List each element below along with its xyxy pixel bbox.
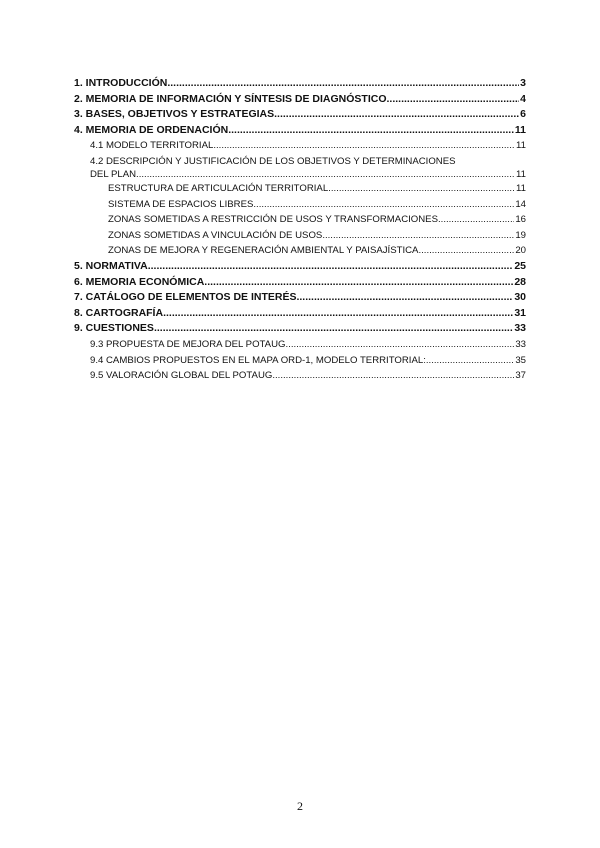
toc-entry-page: 6 xyxy=(520,108,526,121)
toc-leader xyxy=(167,76,519,92)
toc-entry-page: 4 xyxy=(520,92,526,105)
toc-entry-title: 2. MEMORIA DE INFORMACIÓN Y SÍNTESIS DE DIAGNÓSTICO xyxy=(74,92,387,105)
toc-entry-title: 9.3 PROPUESTA DE MEJORA DEL POTAUG xyxy=(90,338,286,350)
toc-entry[interactable] xyxy=(74,290,526,306)
toc-entry[interactable] xyxy=(74,107,526,123)
toc-entry-page: 3 xyxy=(520,77,526,89)
toc-entry[interactable] xyxy=(74,156,526,181)
toc-entry-page: 11 xyxy=(516,182,526,194)
toc-entry[interactable] xyxy=(74,123,526,139)
toc-leader xyxy=(228,123,514,139)
toc-entry[interactable] xyxy=(74,368,526,384)
toc-leader xyxy=(438,212,514,228)
toc-entry-page: 11 xyxy=(514,123,526,136)
toc-entry-page: 30 xyxy=(514,291,526,304)
toc-entry[interactable] xyxy=(74,197,526,213)
toc-leader xyxy=(253,197,514,213)
toc-entry-page: 25 xyxy=(514,259,526,272)
toc-entry-title: 5. NORMATIVA xyxy=(74,259,148,272)
toc-leader xyxy=(296,290,513,306)
toc-entry[interactable] xyxy=(74,243,526,259)
page-number: 2 xyxy=(297,799,303,813)
toc-entry-title: 9.4 CAMBIOS PROPUESTOS EN EL MAPA ORD-1, MODELO TERRITORIAL: xyxy=(90,354,426,366)
toc-entry[interactable] xyxy=(74,275,526,291)
toc-leader xyxy=(204,275,513,291)
toc-entry-title: ESTRUCTURA DE ARTICULACIÓN TERRITORIAL xyxy=(108,182,329,194)
toc-leader xyxy=(274,107,519,123)
toc-leader xyxy=(148,259,514,275)
toc-entry-page: 28 xyxy=(514,275,526,288)
toc-entry-page: 16 xyxy=(515,214,526,226)
toc-entry-page: 31 xyxy=(514,306,526,319)
toc-leader xyxy=(136,168,515,181)
toc-entry[interactable] xyxy=(74,337,526,353)
toc-entry[interactable] xyxy=(74,306,526,322)
toc-entry-title: 4.2 DESCRIPCIÓN Y JUSTIFICACIÓN DE LOS OBJETIVOS Y DETERMINACIONES xyxy=(90,155,456,167)
toc-leader xyxy=(154,321,513,337)
toc-entry-page: 33 xyxy=(514,322,526,335)
toc-entry-title-continued: DEL PLAN xyxy=(90,168,137,180)
toc-entry-page: 19 xyxy=(515,229,526,241)
toc-entry-title: ZONAS SOMETIDAS A VINCULACIÓN DE USOS xyxy=(108,229,323,241)
toc-entry-page: 14 xyxy=(515,198,526,210)
toc-entry-page: 11 xyxy=(516,140,526,152)
toc-leader xyxy=(322,228,514,244)
toc-leader xyxy=(213,138,515,154)
toc-entry-title: 4.1 MODELO TERRITORIAL xyxy=(90,140,214,152)
toc-leader xyxy=(285,337,514,353)
toc-leader xyxy=(163,306,513,322)
toc-entry-page: 11 xyxy=(516,168,526,180)
toc-entry[interactable] xyxy=(74,228,526,244)
toc-entry-title: ZONAS DE MEJORA Y REGENERACIÓN AMBIENTAL Y PAISAJÍSTICA xyxy=(108,245,419,257)
toc-entry[interactable] xyxy=(74,181,526,197)
toc-entry-title: 4. MEMORIA DE ORDENACIÓN xyxy=(74,123,229,136)
toc-entry-title: 9.5 VALORACIÓN GLOBAL DEL POTAUG xyxy=(90,370,273,382)
toc-entry[interactable] xyxy=(74,76,526,92)
toc-entry[interactable] xyxy=(74,138,526,154)
table-of-contents xyxy=(74,76,526,384)
toc-entry-page: 20 xyxy=(515,245,526,257)
toc-leader xyxy=(426,353,514,369)
toc-entry-title: 1. INTRODUCCIÓN xyxy=(74,77,168,89)
toc-leader xyxy=(328,181,515,197)
toc-entry-title: 7. CATÁLOGO DE ELEMENTOS DE INTERÉS xyxy=(74,291,297,304)
toc-entry-page: 33 xyxy=(515,338,526,350)
toc-entry-page: 35 xyxy=(515,354,526,366)
toc-entry-title: 6. MEMORIA ECONÓMICA xyxy=(74,275,205,288)
toc-entry[interactable] xyxy=(74,92,526,108)
toc-entry-title: SISTEMA DE ESPACIOS LIBRES xyxy=(108,198,254,210)
toc-entry-title: 3. BASES, OBJETIVOS Y ESTRATEGIAS xyxy=(74,108,275,121)
toc-entry[interactable] xyxy=(74,353,526,369)
toc-entry-title: 8. CARTOGRAFÍA xyxy=(74,306,164,319)
toc-entry-page: 37 xyxy=(515,370,526,382)
toc-entry[interactable] xyxy=(74,212,526,228)
toc-leader xyxy=(387,92,520,108)
toc-entry[interactable] xyxy=(74,259,526,275)
toc-entry-title: 9. CUESTIONES xyxy=(74,322,154,335)
toc-entry-title: ZONAS SOMETIDAS A RESTRICCIÓN DE USOS Y TRANSFORMACIONES xyxy=(108,214,438,226)
toc-entry[interactable] xyxy=(74,321,526,337)
toc-leader xyxy=(272,368,514,384)
toc-leader xyxy=(418,243,514,259)
